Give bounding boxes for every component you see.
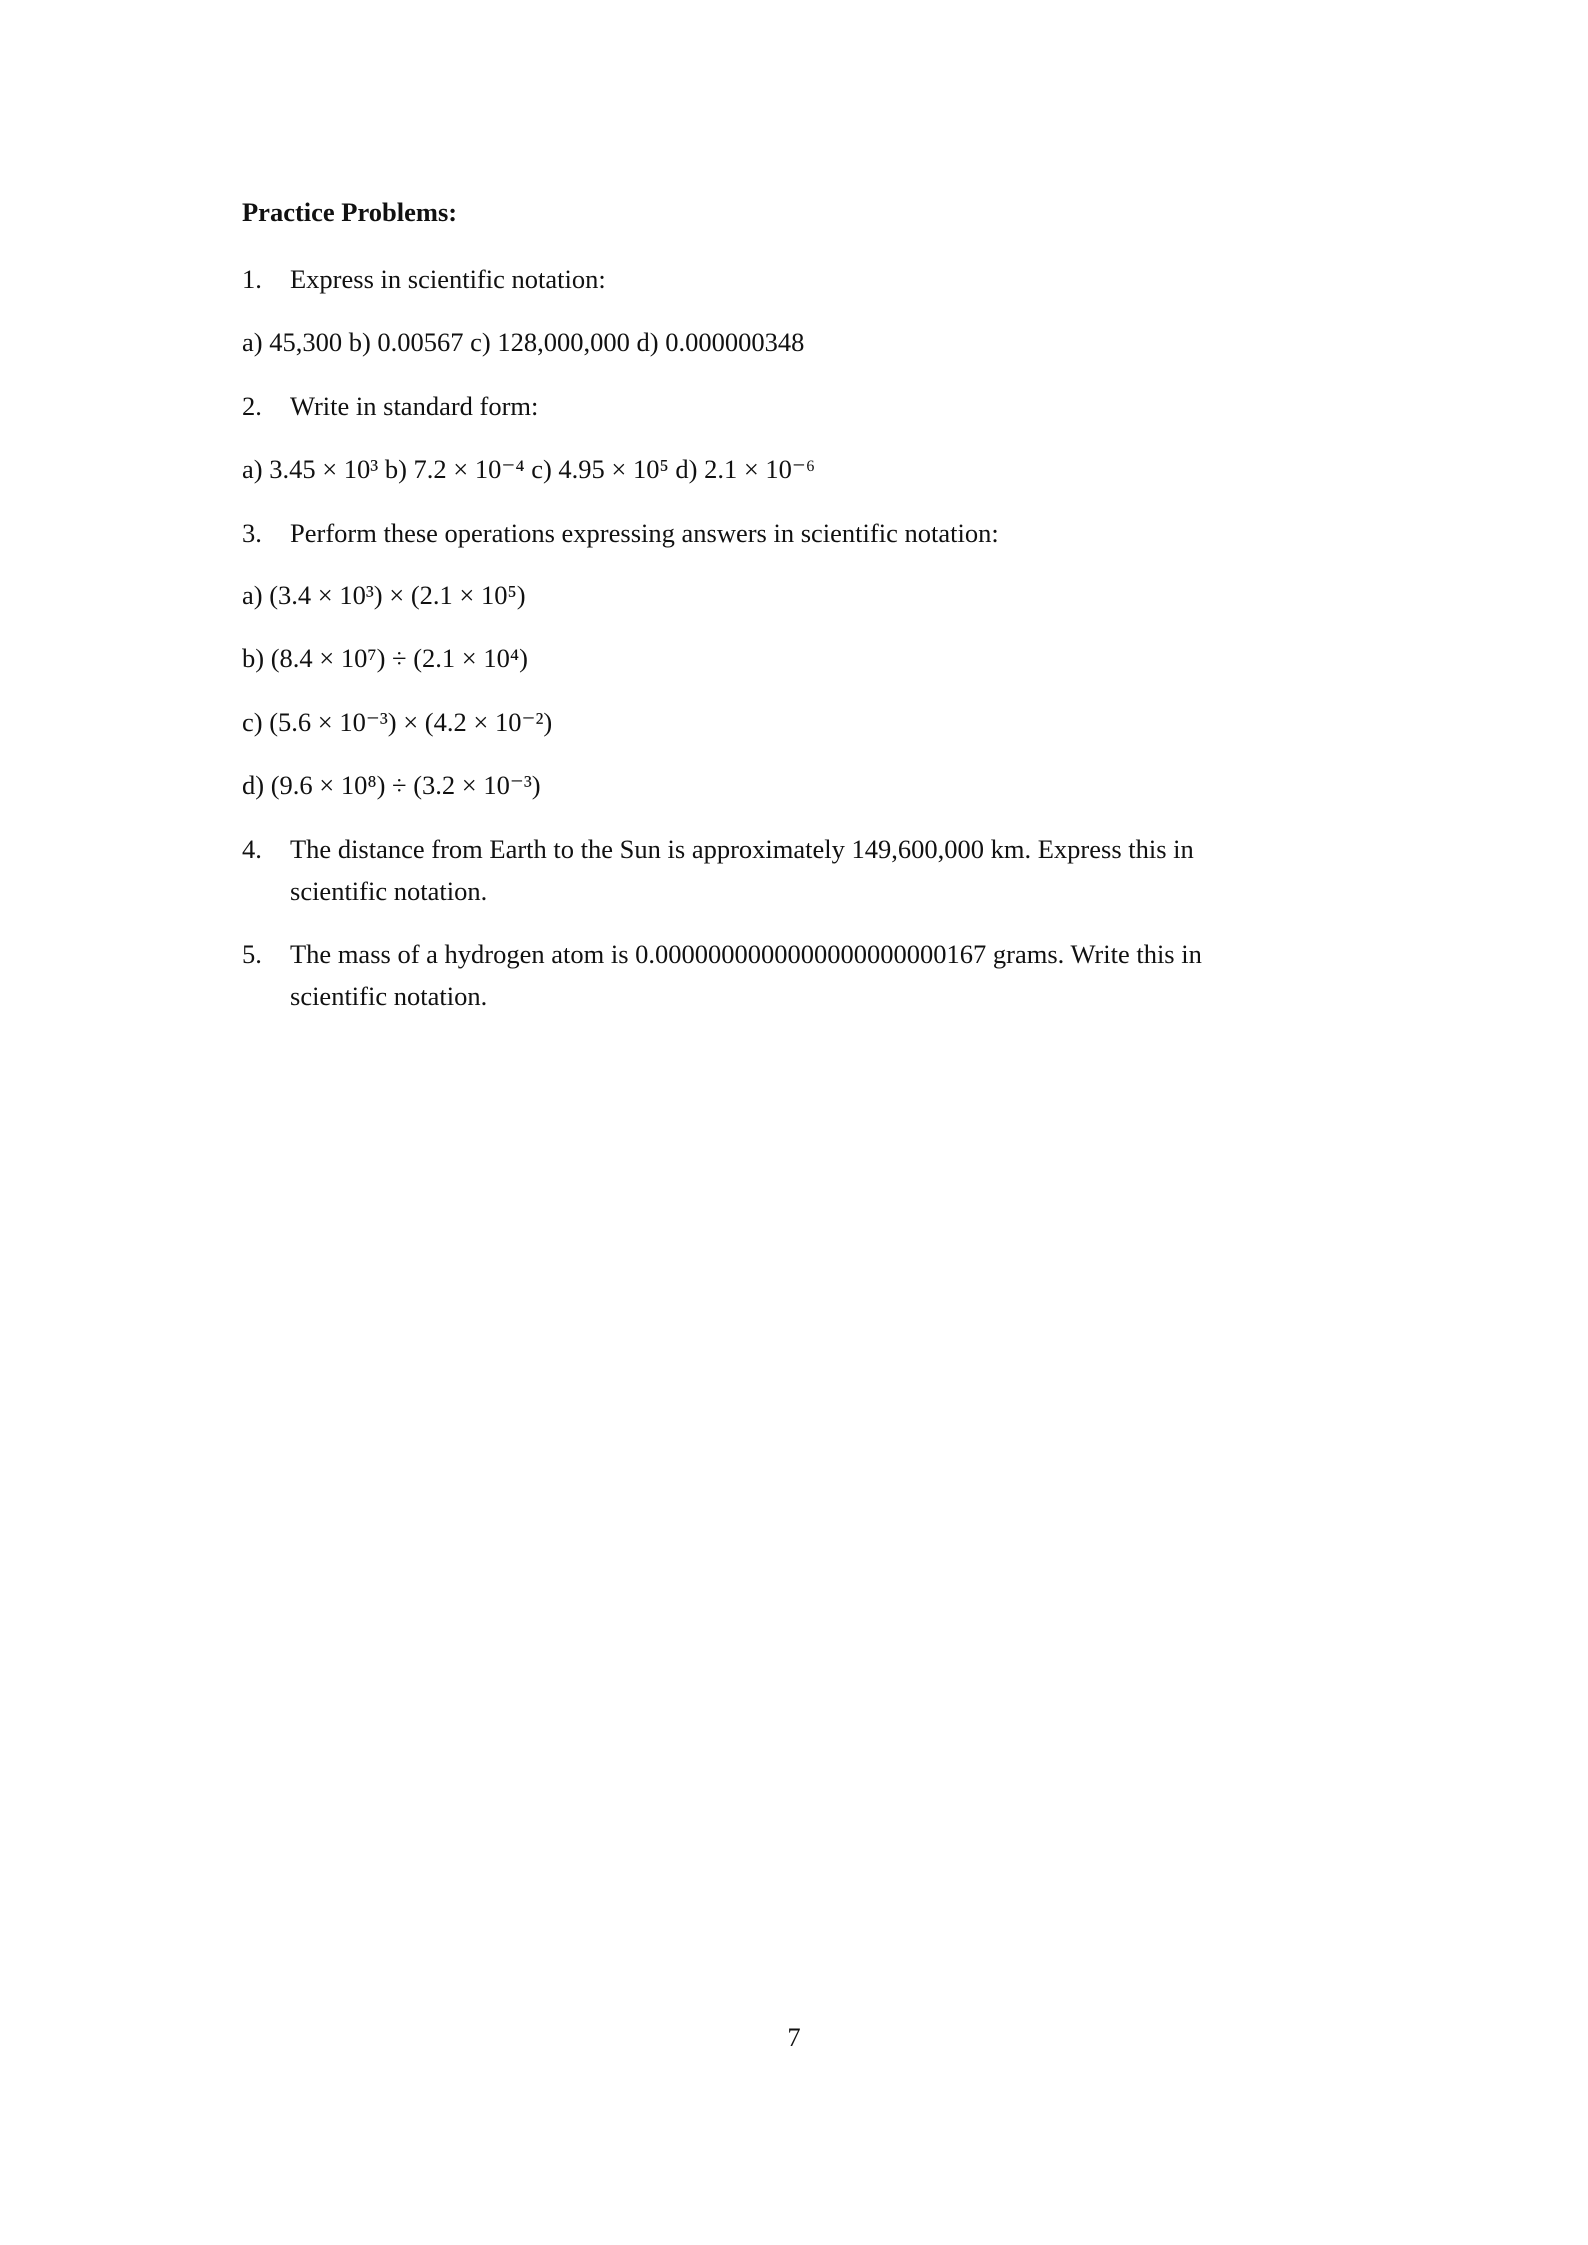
problem-text: Express in scientific notation: — [290, 264, 606, 294]
section-heading: Practice Problems: — [242, 197, 458, 227]
problem-3-part-c: c) (5.6 × 10⁻³) × (4.2 × 10⁻²) — [242, 707, 553, 737]
page-number: 7 — [787, 2022, 801, 2052]
problem-2-parts: a) 3.45 × 10³ b) 7.2 × 10⁻⁴ c) 4.95 × 10⁵ d) 2.1 × 10⁻⁶ — [242, 454, 816, 484]
problem-text-line1: The mass of a hydrogen atom is 0.0000000000000000000000167 grams. Write this in — [290, 939, 1202, 969]
problem-text-line2: scientific notation. — [290, 981, 488, 1011]
problem-text-line1: The distance from Earth to the Sun is approximately 149,600,000 km. Express this in — [290, 834, 1194, 864]
problem-text: Write in standard form: — [290, 391, 539, 421]
problem-3-part-a: a) (3.4 × 10³) × (2.1 × 10⁵) — [242, 580, 526, 610]
problem-3-part-b: b) (8.4 × 10⁷) ÷ (2.1 × 10⁴) — [242, 643, 528, 673]
problem-number: 4. — [242, 834, 262, 864]
problem-text: Perform these operations expressing answers in scientific notation: — [290, 518, 999, 548]
problem-3-part-d: d) (9.6 × 10⁸) ÷ (3.2 × 10⁻³) — [242, 770, 541, 800]
problem-number: 2. — [242, 391, 262, 421]
problem-1-parts: a) 45,300 b) 0.00567 c) 128,000,000 d) 0.000000348 — [242, 327, 805, 357]
problem-number: 3. — [242, 518, 262, 548]
problem-number: 1. — [242, 264, 262, 294]
problem-text-line2: scientific notation. — [290, 876, 488, 906]
problem-number: 5. — [242, 939, 262, 969]
